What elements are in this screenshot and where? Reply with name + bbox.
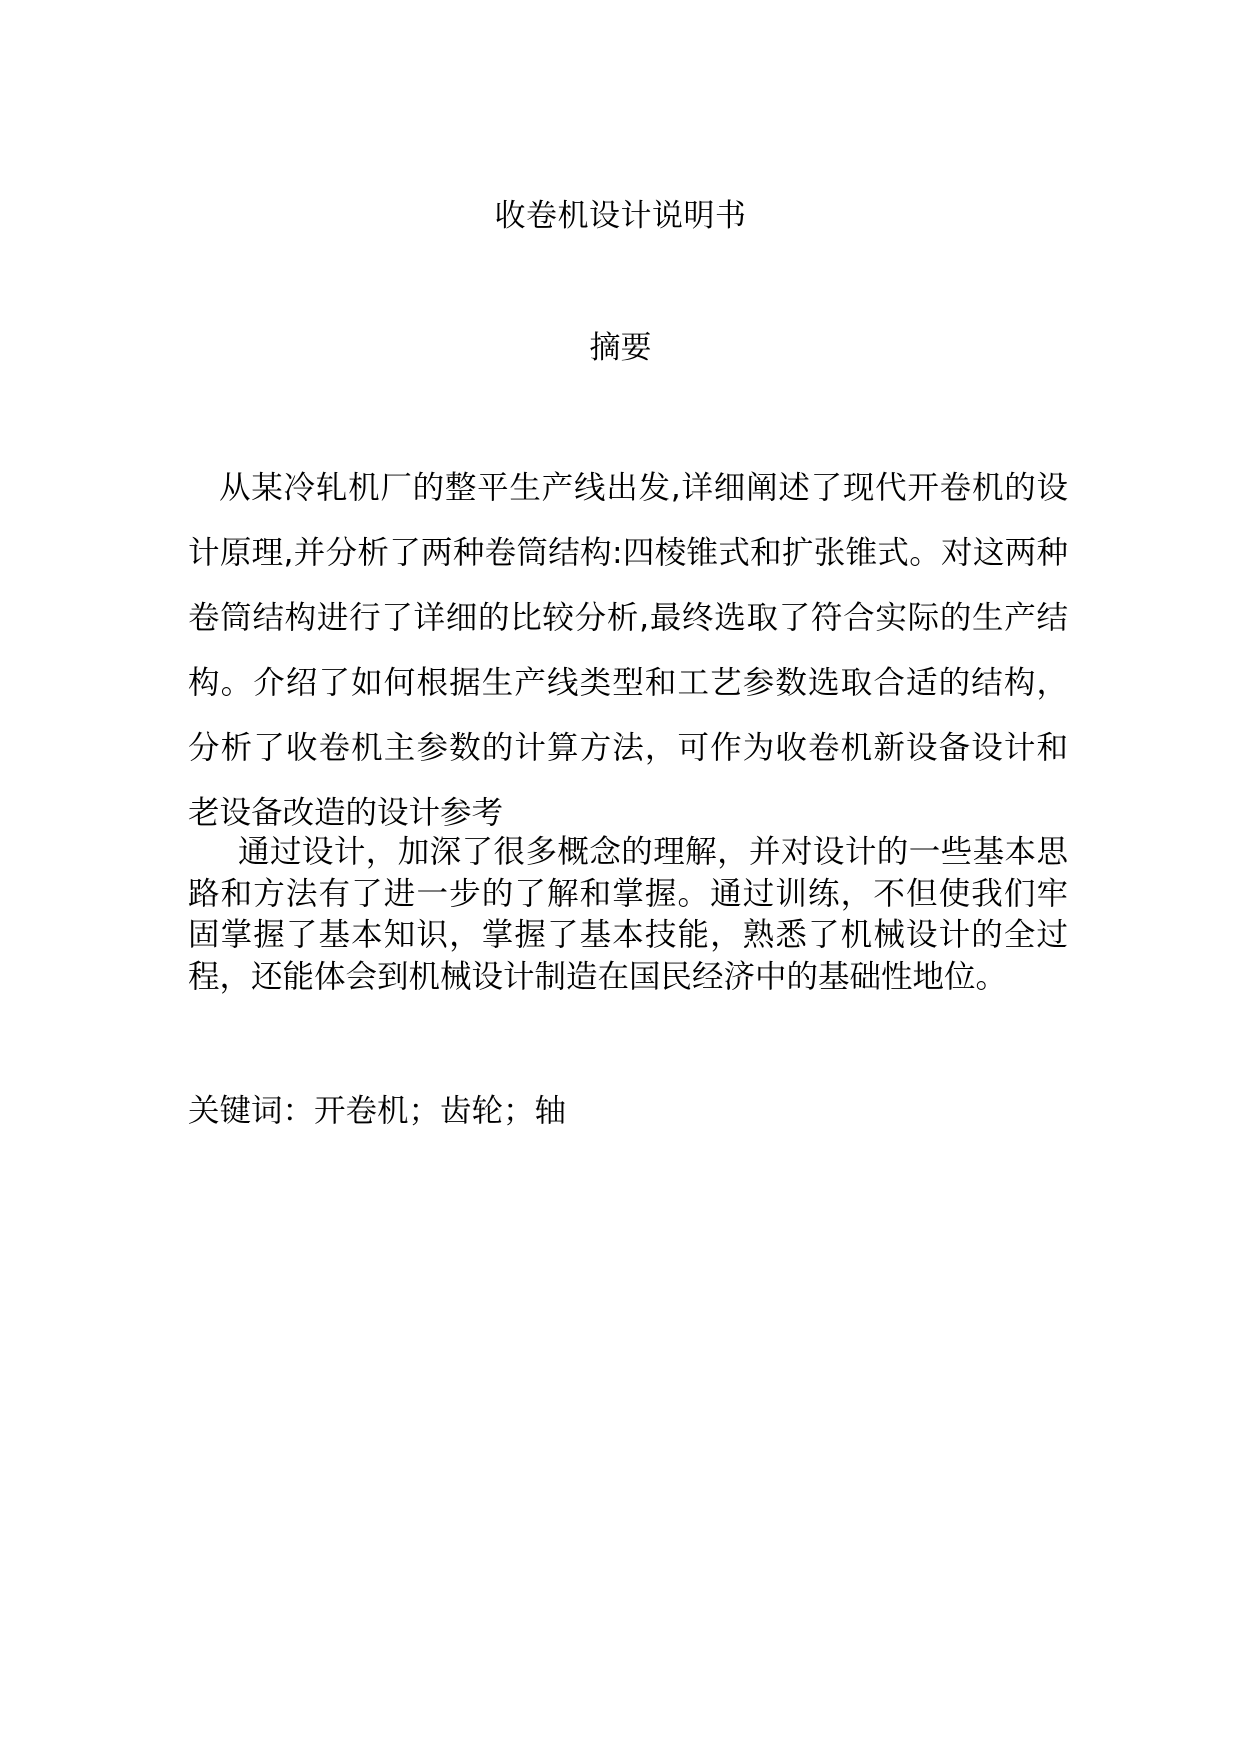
- keywords-line: 关键词：开卷机；齿轮；轴: [188, 1093, 567, 1129]
- abstract-heading: 摘要: [589, 330, 652, 366]
- abstract-paragraph-2: 通过设计，加深了很多概念的理解，并对设计的一些基本思路和方法有了进一步的了解和掌握。通过训练，不但使我们牢固掌握了基本知识，掌握了基本技能，熟悉了机械设计的全过程，还能体会到机械设计制造在国民经济中的基础性地位。: [188, 834, 1068, 995]
- abstract-paragraph-1: 从某冷轧机厂的整平生产线出发,详细阐述了现代开卷机的设计原理,并分析了两种卷筒结构:四棱锥式和扩张锥式。对这两种卷筒结构进行了详细的比较分析,最终选取了符合实际的生产结构。介绍了如何根据生产线类型和工艺参数选取合适的结构，分析了收卷机主参数的计算方法，可作为收卷机新设备设计和老设备改造的设计参考: [188, 470, 1068, 831]
- document-title: 收卷机设计说明书: [494, 198, 747, 234]
